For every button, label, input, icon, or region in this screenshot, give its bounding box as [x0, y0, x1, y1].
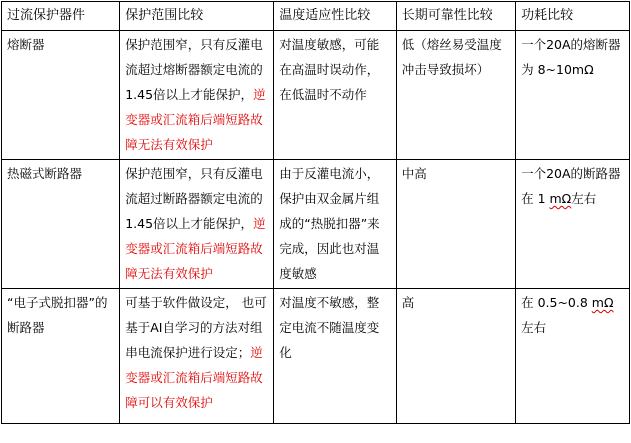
power-cell — [516, 160, 630, 289]
power-cell — [516, 289, 630, 424]
protection-range-cell — [120, 289, 274, 424]
header-temperature: 温度适应性比较 — [274, 2, 397, 31]
protection-range-text: 保护范围窄，只有反灌电流超过熔断器额定电流的1.45倍以上才能保护， — [125, 37, 263, 102]
table-header-row — [2, 2, 630, 31]
power-text: 在 0.5~0.8 — [521, 295, 592, 310]
protection-range-cell — [120, 31, 274, 160]
power-suffix: 左右 — [571, 191, 597, 206]
temperature-cell: 对温度敏感，可能在高温时误动作，在低温时不动作 — [274, 31, 397, 160]
device-cell: “电子式脱扣器”的断路器 — [2, 289, 120, 424]
protection-range-warning: 逆变器或汇流箱后端短路故障可以有效保护 — [125, 345, 263, 410]
reliability-cell: 高 — [396, 289, 515, 424]
device-cell: 熔断器 — [2, 31, 120, 160]
power-unit: mΩ — [591, 295, 614, 310]
protection-range-warning: 逆变器或汇流箱后端短路故障无法有效保护 — [125, 87, 266, 152]
protection-range-cell — [120, 160, 274, 289]
header-power: 功耗比较 — [516, 2, 630, 31]
header-reliability: 长期可靠性比较 — [396, 2, 515, 31]
header-device: 过流保护器件 — [2, 2, 120, 31]
device-cell: 热磁式断路器 — [2, 160, 120, 289]
comparison-table-container — [1, 1, 630, 439]
protection-range-text: 可基于软件做设定， 也可基于AI自学习的方法对组串电流保护进行设定； — [125, 295, 267, 360]
temperature-cell: 对温度不敏感，整定电流不随温度变化 — [274, 289, 397, 424]
power-suffix: 左右 — [521, 320, 547, 335]
temperature-cell: 由于反灌电流小，保护由双金属片组成的“热脱扣器”来完成，因此也对温度敏感 — [274, 160, 397, 289]
power-text: 一个20A的熔断器为 8~10mΩ — [521, 37, 621, 77]
protection-range-text: 保护范围窄，只有反灌电流超过断路器额定电流的1.45倍以上才能保护， — [125, 166, 263, 231]
table-row — [2, 160, 630, 289]
comparison-table — [1, 1, 630, 424]
reliability-cell: 中高 — [396, 160, 515, 289]
header-protection-range: 保护范围比较 — [120, 2, 274, 31]
protection-range-warning: 逆变器或汇流箱后端短路故障无法有效保护 — [125, 216, 266, 281]
power-unit: mΩ — [549, 191, 572, 206]
reliability-cell: 低（熔丝易受温度冲击导致损坏） — [396, 31, 515, 160]
power-cell — [516, 31, 630, 160]
table-row — [2, 289, 630, 424]
table-row — [2, 31, 630, 160]
power-text: 一个20A的断路器在 1 — [521, 166, 621, 206]
